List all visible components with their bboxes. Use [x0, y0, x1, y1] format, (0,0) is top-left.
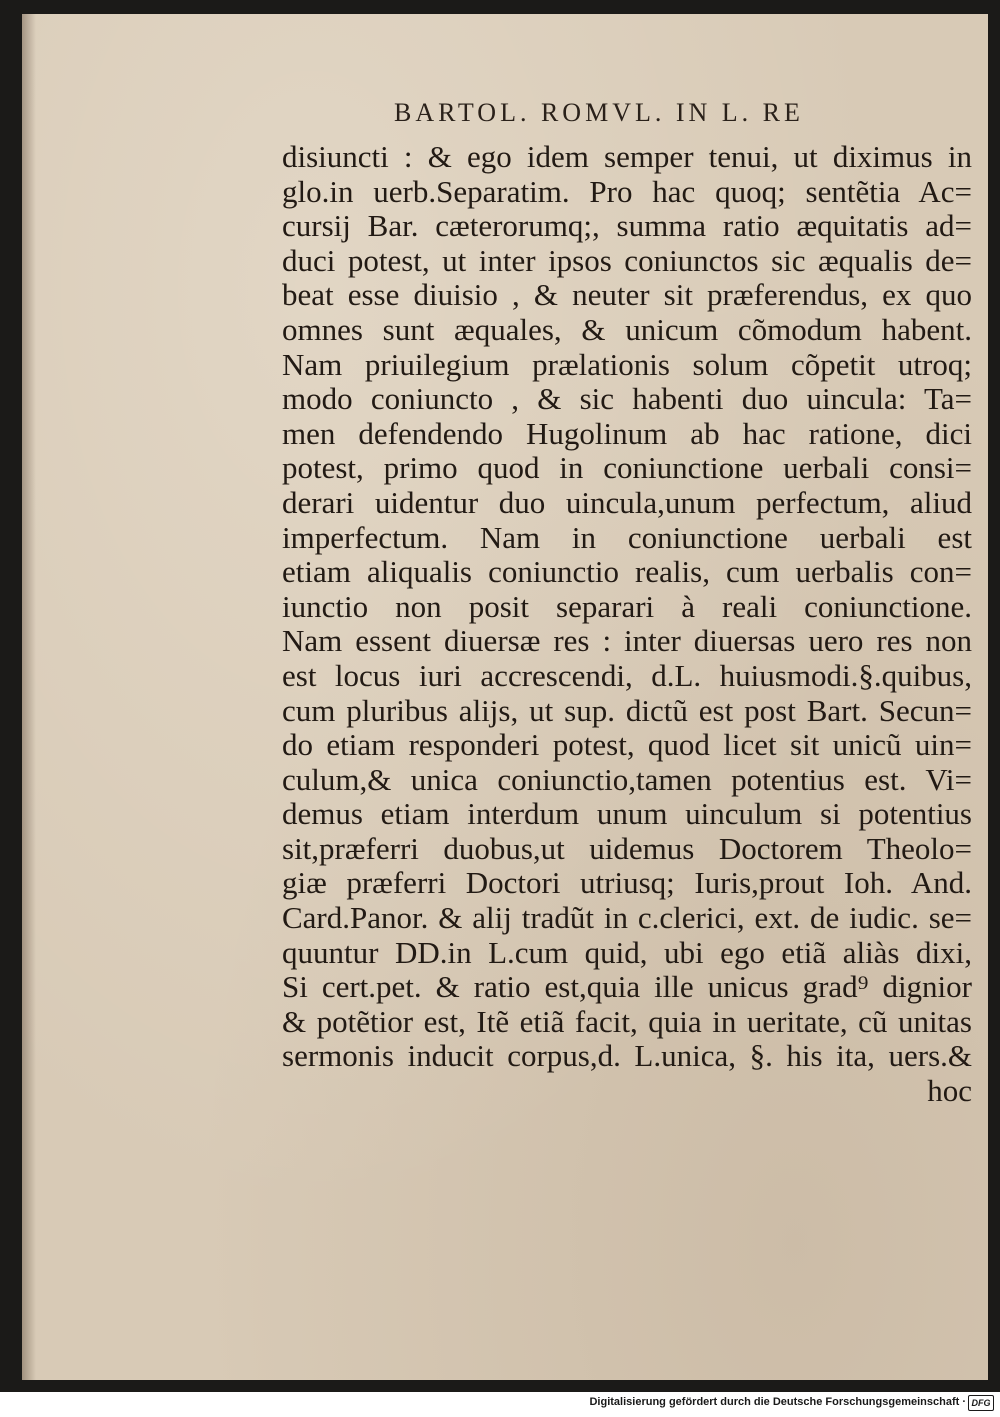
text-line: & potẽtior est, Itẽ etiã facit, quia in ueritate, cũ unitas: [282, 1003, 972, 1039]
text-line: Si cert.pet. & ratio est,quia ille unicus grad⁹ dignior: [282, 969, 972, 1005]
text-line: men defendendo Hugolinum ab hac ratione, dici: [282, 415, 972, 451]
text-line: sermonis inducit corpus,d. L.unica, §. his ita, uers.&: [282, 1038, 972, 1074]
text-line: Card.Panor. & alij tradũt in c.clerici, ext. de iudic. se=: [282, 900, 972, 936]
text-line: quuntur DD.in L.cum quid, ubi ego etiã aliàs dixi,: [282, 934, 972, 970]
text-line: est locus iuri accrescendi, d.L. huiusmodi.§.quibus,: [282, 657, 972, 693]
dfg-logo-icon: DFG: [968, 1395, 994, 1411]
text-line: beat esse diuisio , & neuter sit præferendus, ex quo: [282, 277, 972, 313]
text-line: Nam priuilegium prælationis solum cõpetit utroq;: [282, 346, 972, 382]
text-line: etiam aliqualis coniunctio realis, cum uerbalis con=: [282, 554, 972, 590]
text-line: disiuncti : & ego idem semper tenui, ut diximus in: [282, 139, 972, 174]
text-line: do etiam responderi potest, quod licet sit unicũ uin=: [282, 727, 972, 763]
text-line: omnes sunt æquales, & unicum cõmodum habent.: [282, 311, 972, 347]
digitization-footer: [0, 1392, 1000, 1417]
text-line: potest, primo quod in coniunctione uerbali consi=: [282, 450, 972, 486]
text-line: Nam essent diuersæ res : inter diuersas uero res non: [282, 623, 972, 659]
text-line: demus etiam interdum unum uinculum si potentius: [282, 796, 972, 832]
text-line: imperfectum. Nam in coniunctione uerbali est: [282, 519, 972, 555]
text-line: glo.in uerb.Separatim. Pro hac quoq; sentẽtia Ac=: [282, 173, 972, 209]
text-line: iunctio non posit separari à reali coniunctione.: [282, 588, 972, 624]
text-line: culum,& unica coniunctio,tamen potentius est. Vi=: [282, 761, 972, 797]
text-line: modo coniuncto , & sic habenti duo uincula: Ta=: [282, 381, 972, 417]
page-gutter-shadow: [22, 14, 36, 1380]
text-line: derari uidentur duo uincula,unum perfectum, aliud: [282, 484, 972, 520]
text-line: duci potest, ut inter ipsos coniunctos sic æqualis de=: [282, 242, 972, 278]
running-header: BARTOL. ROMVL. IN L. RE: [394, 98, 804, 127]
text-line: giæ præferri Doctori utriusq; Iuris,prout Ioh. And.: [282, 865, 972, 901]
text-line: sit,præferri duobus,ut uidemus Doctorem Theolo=: [282, 830, 972, 866]
book-page: [22, 14, 988, 1380]
catchword: hoc: [927, 1073, 972, 1109]
page-body-text: [282, 140, 972, 1109]
text-line: cum pluribus alijs, ut sup. dictũ est post Bart. Secun=: [282, 692, 972, 728]
text-line: cursij Bar. cæterorumq;, summa ratio æquitatis ad=: [282, 208, 972, 244]
funding-credit: Digitalisierung gefördert durch die Deutsche Forschungsgemeinschaft ·: [589, 1396, 966, 1408]
